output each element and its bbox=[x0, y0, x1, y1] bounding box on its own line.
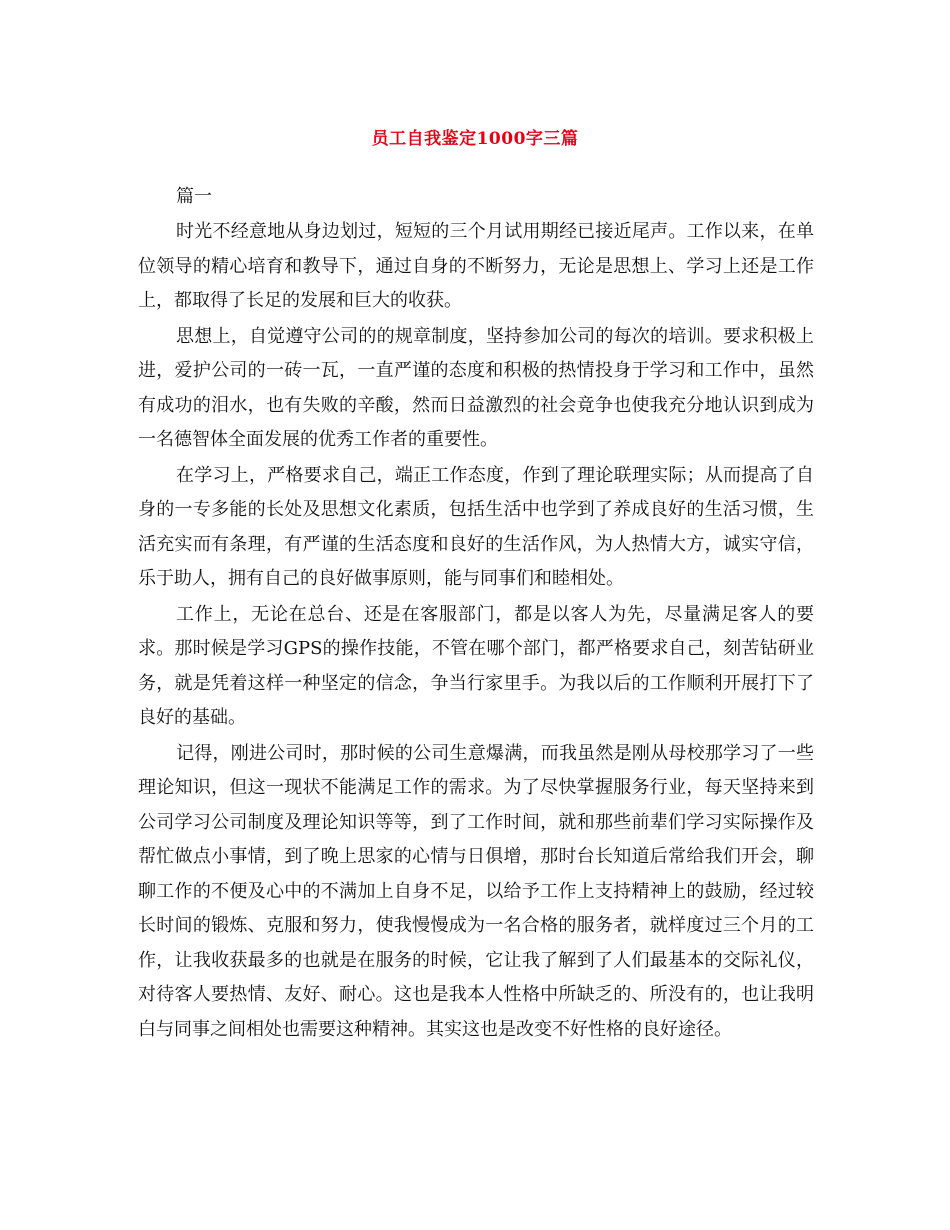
paragraph-4: 工作上，无论在总台、还是在客服部门，都是以客人为先，尽量满足客人的要求。那时候是学习GPS的操作技能，不管在哪个部门，都严格要求自己，刻苦钻研业务，就是凭着这样一种坚定的信念，争当行家里手。为我以后的工作顺利开展打下了良好的基础。 bbox=[138, 603, 814, 728]
document-title: 员工自我鉴定1000字三篇 bbox=[371, 129, 579, 149]
paragraph-5: 记得，刚进公司时，那时候的公司生意爆满，而我虽然是刚从母校那学习了一些理论知识，但这一现状不能满足工作的需求。为了尽快掌握服务行业，每天坚持来到公司学习公司制度及理论知识等等，到了工作时间，就和那些前辈们学习实际操作及帮忙做点小事情，到了晚上思家的心情与日俱增，那时台长知道后常给我们开会，聊聊工作的不便及心中的不满加上自身不足，以给予工作上支持精神上的鼓励，经过较长时间的锻炼、克服和努力，使我慢慢成为一名合格的服务者，就样度过三个月的工作，让我收获最多的也就是在服务的时候，它让我了解到了人们最基本的交际礼仪，对待客人要热情、友好、耐心。这也是我本人性格中所缺乏的、所没有的，也让我明白与同事之间相处也需要这种精神。其实这也是改变不好性格的良好途径。 bbox=[138, 742, 814, 1040]
paragraph-2: 思想上，自觉遵守公司的的规章制度，坚持参加公司的每次的培训。要求积极上进，爱护公司的一砖一瓦，一直严谨的态度和积极的热情投身于学习和工作中，虽然有成功的泪水，也有失败的辛酸，然而日益激烈的社会竟争也使我充分地认识到成为一名德智体全面发展的优秀工作者的重要性。 bbox=[138, 325, 814, 450]
paragraph-1: 时光不经意地从身边划过，短短的三个月试用期经已接近尾声。工作以来，在单位领导的精心培育和教导下，通过自身的不断努力，无论是思想上、学习上还是工作上，都取得了长足的发展和巨大的收获。 bbox=[138, 221, 814, 311]
document-body bbox=[138, 180, 814, 1048]
paragraph-3: 在学习上，严格要求自己，端正工作态度，作到了理论联理实际；从而提高了自身的一专多能的长处及思想文化素质，包括生活中也学到了养成良好的生活习惯，生活充实而有条理，有严谨的生活态度和良好的生活作风，为人热情大方，诚实守信，乐于助人，拥有自己的良好做事原则，能与同事们和睦相处。 bbox=[138, 464, 814, 589]
section-label: 篇一 bbox=[176, 186, 212, 207]
